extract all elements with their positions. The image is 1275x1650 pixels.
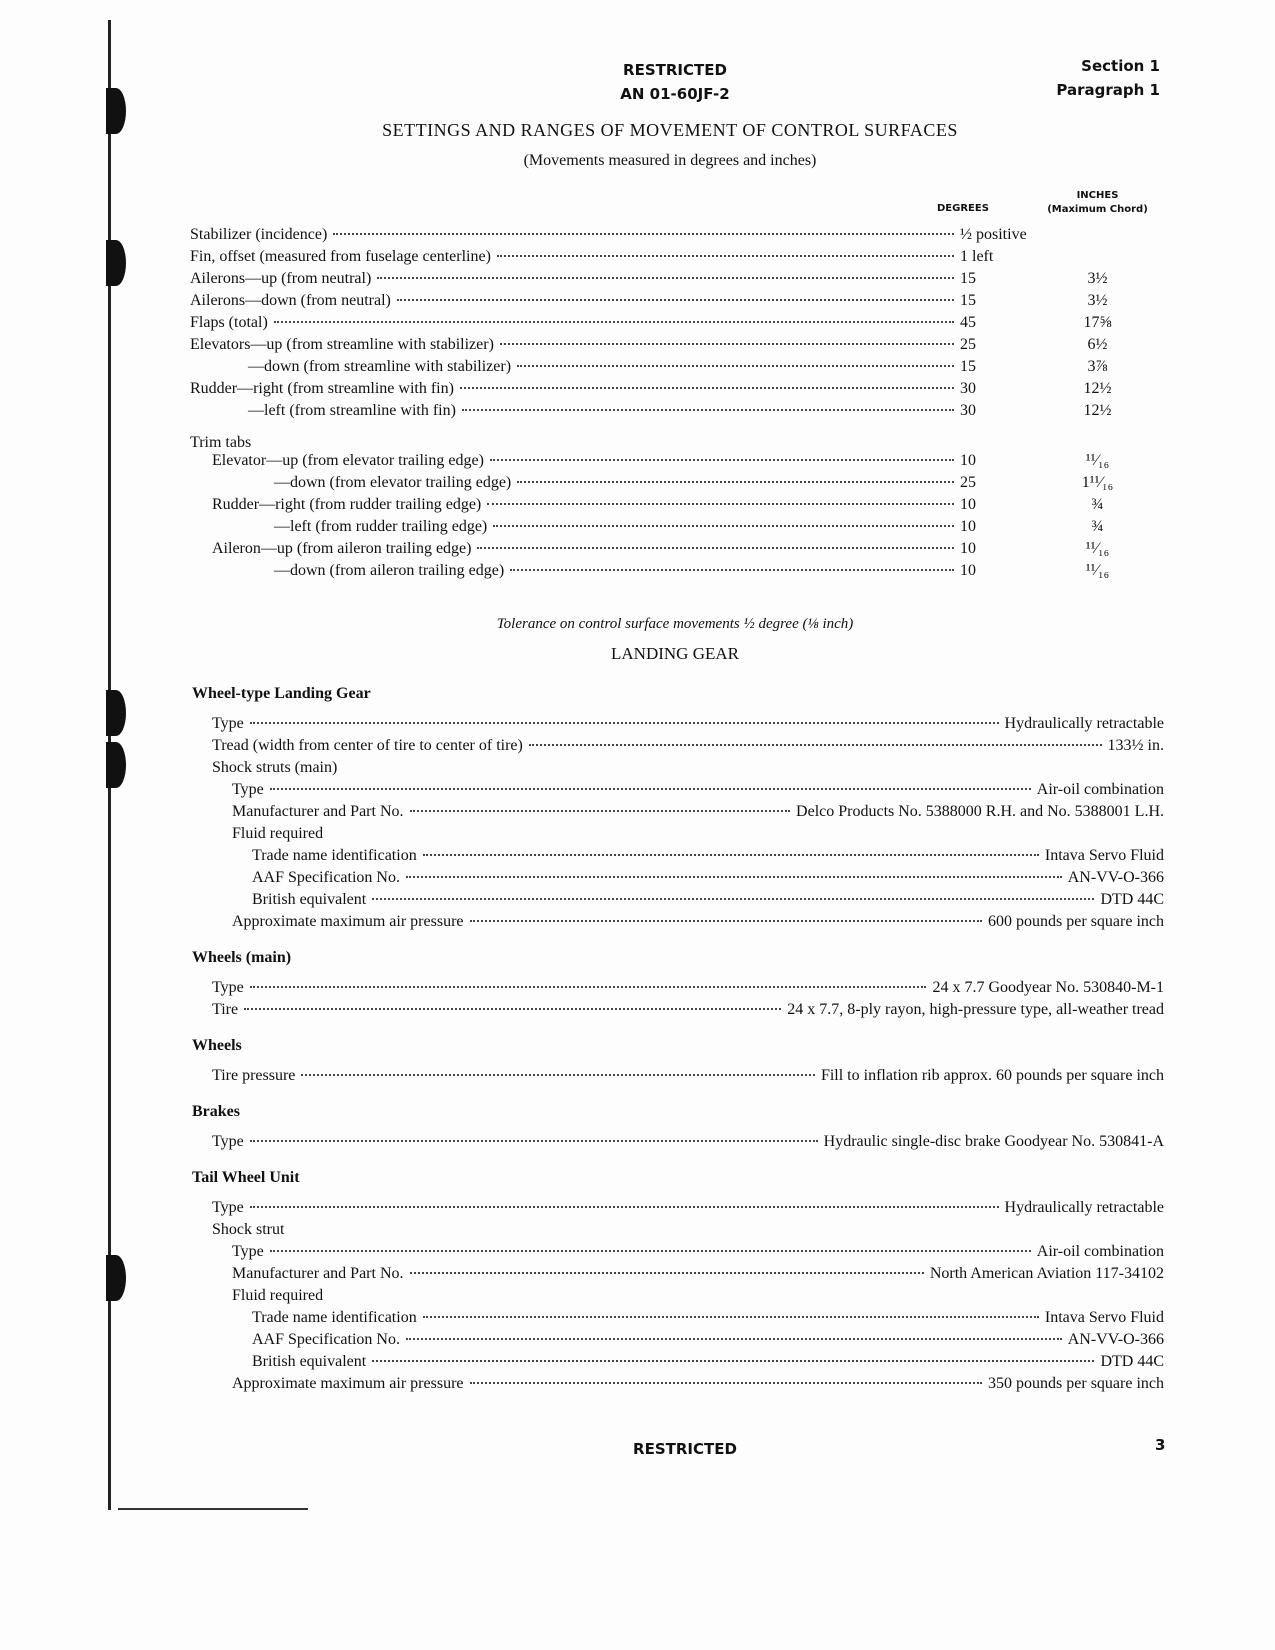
degrees-value: 10 bbox=[960, 518, 976, 535]
dot-leader bbox=[250, 1206, 999, 1208]
inches-value: 12½ bbox=[1083, 380, 1112, 397]
inches-value: 6½ bbox=[1087, 336, 1108, 353]
spec-row bbox=[192, 1375, 1164, 1397]
dot-leader bbox=[460, 387, 954, 389]
spec-row bbox=[192, 1133, 1164, 1155]
spec-label: Type bbox=[212, 715, 244, 732]
spec-label: British equivalent bbox=[252, 1353, 367, 1370]
row-label: Stabilizer (incidence) bbox=[190, 226, 328, 243]
group-heading: Wheel-type Landing Gear bbox=[192, 685, 371, 702]
trim-tabs-table bbox=[212, 452, 1145, 584]
inches-value: 17⅝ bbox=[1083, 314, 1112, 331]
degrees-value: 25 bbox=[960, 474, 976, 491]
punch-hole bbox=[106, 88, 126, 134]
spec-value: 350 pounds per square inch bbox=[988, 1375, 1164, 1392]
spec-value: Hydraulically retractable bbox=[1004, 715, 1164, 732]
row-label: Elevator—up (from elevator trailing edge) bbox=[212, 452, 484, 469]
dot-leader bbox=[406, 876, 1062, 878]
spec-label: Tire bbox=[212, 1001, 239, 1018]
row-label: Flaps (total) bbox=[190, 314, 268, 331]
spec-value: Air-oil combination bbox=[1036, 1243, 1164, 1260]
spec-row bbox=[192, 847, 1164, 869]
dot-leader bbox=[372, 898, 1094, 900]
dot-leader bbox=[423, 854, 1039, 856]
inches-label: INCHES bbox=[1076, 190, 1119, 201]
row-label: —down (from aileron trailing edge) bbox=[274, 562, 505, 579]
dot-leader bbox=[406, 1338, 1062, 1340]
table-row bbox=[212, 452, 1145, 474]
row-label: —down (from streamline with stabilizer) bbox=[248, 358, 512, 375]
footer-restricted: RESTRICTED bbox=[633, 1440, 737, 1458]
spec-label: Trade name identification bbox=[252, 1309, 417, 1326]
spec-label: Trade name identification bbox=[252, 847, 417, 864]
dot-leader bbox=[250, 1140, 818, 1142]
spec-label: Approximate maximum air pressure bbox=[232, 1375, 464, 1392]
dot-leader bbox=[244, 1008, 781, 1010]
doc-number: AN 01-60JF-2 bbox=[620, 85, 730, 103]
inches-header bbox=[1030, 189, 1165, 217]
inches-value: ¾ bbox=[1091, 496, 1104, 513]
spec-row bbox=[192, 715, 1164, 737]
spec-value: 24 x 7.7, 8-ply rayon, high-pressure type, all-weather tread bbox=[787, 1001, 1164, 1018]
inches-value: ¹¹⁄₁₆ bbox=[1085, 452, 1110, 469]
degrees-value: 10 bbox=[960, 496, 976, 513]
table-row bbox=[212, 518, 1145, 540]
row-label: Rudder—right (from rudder trailing edge) bbox=[212, 496, 482, 513]
spec-value: 24 x 7.7 Goodyear No. 530840-M-1 bbox=[932, 979, 1164, 996]
degrees-value: 10 bbox=[960, 562, 976, 579]
punch-hole bbox=[106, 742, 126, 788]
table-row bbox=[190, 380, 1145, 402]
dot-leader bbox=[462, 409, 954, 411]
spec-value: AN-VV-O-366 bbox=[1067, 869, 1164, 886]
degrees-value: 30 bbox=[960, 380, 976, 397]
control-surfaces-table bbox=[190, 226, 1145, 424]
dot-leader bbox=[410, 1272, 924, 1274]
header-center bbox=[575, 58, 775, 106]
dot-leader bbox=[372, 1360, 1094, 1362]
spec-row bbox=[192, 913, 1164, 935]
inches-value: 3½ bbox=[1087, 292, 1108, 309]
spec-label: Type bbox=[212, 979, 244, 996]
dot-leader bbox=[377, 277, 954, 279]
inches-value: 3⅞ bbox=[1087, 358, 1108, 375]
spec-label: Type bbox=[212, 1199, 244, 1216]
paragraph-label: Paragraph 1 bbox=[1056, 81, 1160, 99]
dot-leader bbox=[529, 744, 1102, 746]
spec-row bbox=[192, 891, 1164, 913]
table-row bbox=[190, 292, 1145, 314]
degrees-value: 30 bbox=[960, 402, 976, 419]
punch-hole bbox=[106, 690, 126, 736]
inches-value: 3½ bbox=[1087, 270, 1108, 287]
row-label: Ailerons—up (from neutral) bbox=[190, 270, 372, 287]
row-label: —down (from elevator trailing edge) bbox=[274, 474, 512, 491]
dot-leader bbox=[301, 1074, 815, 1076]
punch-hole bbox=[106, 1255, 126, 1301]
dot-leader bbox=[274, 321, 954, 323]
row-label: —left (from streamline with fin) bbox=[248, 402, 456, 419]
dot-leader bbox=[270, 1250, 1031, 1252]
dot-leader bbox=[410, 810, 791, 812]
spec-label: Type bbox=[232, 781, 264, 798]
section-label: Section 1 bbox=[1081, 57, 1160, 75]
spec-value: 600 pounds per square inch bbox=[988, 913, 1164, 930]
inches-value: 12½ bbox=[1083, 402, 1112, 419]
restricted-label: RESTRICTED bbox=[623, 61, 727, 79]
spec-row bbox=[192, 1265, 1164, 1287]
dot-leader bbox=[270, 788, 1031, 790]
table-row bbox=[190, 314, 1145, 336]
group-heading: Wheels (main) bbox=[192, 949, 292, 966]
spec-label: Type bbox=[232, 1243, 264, 1260]
spec-row bbox=[192, 1001, 1164, 1023]
table-row bbox=[190, 358, 1145, 380]
table-row bbox=[212, 540, 1145, 562]
spec-row bbox=[192, 1067, 1164, 1089]
table-row bbox=[190, 248, 1145, 270]
spec-row bbox=[192, 1199, 1164, 1221]
spec-row bbox=[192, 781, 1164, 803]
spec-label: AAF Specification No. bbox=[252, 869, 400, 886]
spec-value: Hydraulically retractable bbox=[1004, 1199, 1164, 1216]
spec-row bbox=[192, 803, 1164, 825]
dot-leader bbox=[333, 233, 954, 235]
dot-leader bbox=[510, 569, 954, 571]
dot-leader bbox=[250, 722, 999, 724]
dot-leader bbox=[423, 1316, 1039, 1318]
spec-row bbox=[192, 1331, 1164, 1353]
spec-value: Intava Servo Fluid bbox=[1044, 1309, 1164, 1326]
dot-leader bbox=[517, 481, 954, 483]
spec-value: 133½ in. bbox=[1107, 737, 1164, 754]
inches-value: 1¹¹⁄₁₆ bbox=[1081, 474, 1114, 491]
dot-leader bbox=[397, 299, 954, 301]
spec-value: Hydraulic single-disc brake Goodyear No. 530841-A bbox=[823, 1133, 1164, 1150]
degrees-value: ½ positive bbox=[960, 226, 1027, 243]
degrees-value: 10 bbox=[960, 540, 976, 557]
degrees-value: 1 left bbox=[960, 248, 994, 265]
group-heading: Wheels bbox=[192, 1037, 242, 1054]
subheading: Shock strut bbox=[212, 1221, 285, 1238]
dot-leader bbox=[517, 365, 954, 367]
spec-value: DTD 44C bbox=[1100, 1353, 1164, 1370]
dot-leader bbox=[470, 920, 983, 922]
spec-label: AAF Specification No. bbox=[252, 1331, 400, 1348]
spec-label: Tread (width from center of tire to center of tire) bbox=[212, 737, 523, 754]
bottom-edge bbox=[118, 1508, 308, 1510]
spec-label: Manufacturer and Part No. bbox=[232, 1265, 404, 1282]
spec-row bbox=[192, 1243, 1164, 1265]
spec-value: Intava Servo Fluid bbox=[1044, 847, 1164, 864]
table-row bbox=[212, 562, 1145, 584]
spec-label: Type bbox=[212, 1133, 244, 1150]
dot-leader bbox=[497, 255, 954, 257]
row-label: Ailerons—down (from neutral) bbox=[190, 292, 391, 309]
table-row bbox=[190, 402, 1145, 424]
spec-value: Delco Products No. 5388000 R.H. and No. 5388001 L.H. bbox=[796, 803, 1164, 820]
row-label: Aileron—up (from aileron trailing edge) bbox=[212, 540, 472, 557]
subheading: Fluid required bbox=[232, 1287, 324, 1304]
spec-row bbox=[192, 737, 1164, 759]
degrees-value: 15 bbox=[960, 358, 976, 375]
subheading: Shock struts (main) bbox=[212, 759, 338, 776]
page-subtitle: (Movements measured in degrees and inches) bbox=[523, 152, 817, 169]
dot-leader bbox=[493, 525, 954, 527]
spec-row bbox=[192, 869, 1164, 891]
spec-row bbox=[192, 979, 1164, 1001]
spec-row bbox=[192, 1309, 1164, 1331]
spec-value: AN-VV-O-366 bbox=[1067, 1331, 1164, 1348]
page-title: SETTINGS AND RANGES OF MOVEMENT OF CONTROL SURFACES bbox=[382, 120, 958, 140]
spec-value: DTD 44C bbox=[1100, 891, 1164, 908]
dot-leader bbox=[470, 1382, 983, 1384]
degrees-value: 45 bbox=[960, 314, 976, 331]
table-row bbox=[212, 496, 1145, 518]
table-row bbox=[190, 226, 1145, 248]
degrees-value: 25 bbox=[960, 336, 976, 353]
inches-value: ¹¹⁄₁₆ bbox=[1085, 562, 1110, 579]
group-heading: Tail Wheel Unit bbox=[192, 1169, 300, 1186]
trim-heading: Trim tabs bbox=[190, 434, 252, 451]
subheading: Fluid required bbox=[232, 825, 324, 842]
degrees-value: 15 bbox=[960, 292, 976, 309]
degrees-value: 10 bbox=[960, 452, 976, 469]
table-row bbox=[190, 270, 1145, 292]
page-number: 3 bbox=[1155, 1436, 1166, 1454]
spec-label: Approximate maximum air pressure bbox=[232, 913, 464, 930]
inches-sublabel: (Maximum Chord) bbox=[1047, 204, 1148, 215]
spec-label: Tire pressure bbox=[212, 1067, 296, 1084]
tolerance-note: Tolerance on control surface movements ½ degree (⅛ inch) bbox=[496, 616, 854, 632]
inches-value: ¹¹⁄₁₆ bbox=[1085, 540, 1110, 557]
inches-value: ¾ bbox=[1091, 518, 1104, 535]
group-heading: Brakes bbox=[192, 1103, 240, 1120]
punch-hole bbox=[106, 240, 126, 286]
row-label: Rudder—right (from streamline with fin) bbox=[190, 380, 454, 397]
landing-gear-title: LANDING GEAR bbox=[611, 644, 739, 663]
table-row bbox=[212, 474, 1145, 496]
spec-value: North American Aviation 117-34102 bbox=[929, 1265, 1164, 1282]
degrees-header: DEGREES bbox=[937, 203, 989, 214]
table-row bbox=[190, 336, 1145, 358]
dot-leader bbox=[487, 503, 954, 505]
spec-value: Fill to inflation rib approx. 60 pounds per square inch bbox=[820, 1067, 1164, 1084]
dot-leader bbox=[500, 343, 954, 345]
row-label: Elevators—up (from streamline with stabilizer) bbox=[190, 336, 494, 353]
spec-label: Manufacturer and Part No. bbox=[232, 803, 404, 820]
row-label: —left (from rudder trailing edge) bbox=[274, 518, 488, 535]
dot-leader bbox=[477, 547, 954, 549]
degrees-value: 15 bbox=[960, 270, 976, 287]
header-right bbox=[1056, 54, 1160, 102]
dot-leader bbox=[490, 459, 954, 461]
landing-gear-list bbox=[192, 685, 1164, 1397]
row-label: Fin, offset (measured from fuselage centerline) bbox=[190, 248, 491, 265]
spec-value: Air-oil combination bbox=[1036, 781, 1164, 798]
spec-row bbox=[192, 1353, 1164, 1375]
spec-label: British equivalent bbox=[252, 891, 367, 908]
dot-leader bbox=[250, 986, 927, 988]
